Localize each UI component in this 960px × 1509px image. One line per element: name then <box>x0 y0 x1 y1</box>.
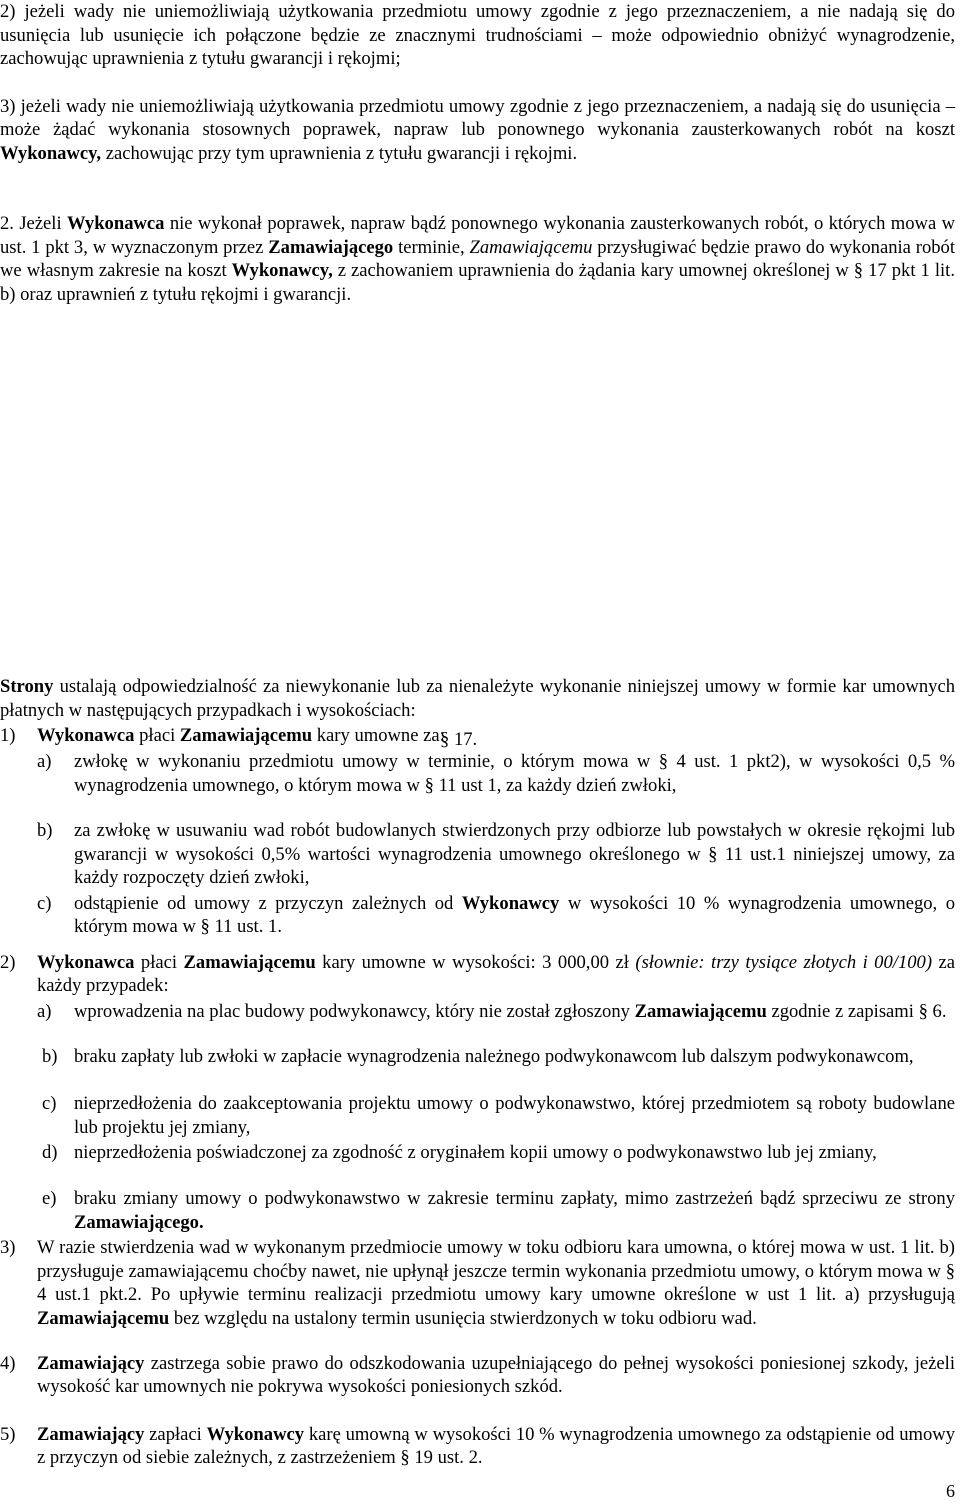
item-letter: a) <box>37 1000 52 1022</box>
paragraph-text: 3) jeżeli wady nie uniemożliwiają użytkowania przedmiotu umowy zgodnie z jego przeznaczeniem, a nadają się do usunięcia – może żądać wykonania stosownych poprawek, napraw lub ponownego wykonania zausterkowanych robót na koszt <box>0 95 955 141</box>
item-letter: c) <box>42 1093 57 1115</box>
bold-term: Zamawiającemu <box>179 725 313 747</box>
item-2 <box>0 951 955 998</box>
bold-term: Zamawiający <box>37 1352 145 1374</box>
paragraph-2-price-reduction <box>0 0 955 71</box>
paragraph-text: płaci <box>134 951 184 973</box>
item-number: 1) <box>0 725 16 747</box>
paragraph-3-repair-demand <box>0 95 955 166</box>
item-text <box>37 724 955 748</box>
item-2b <box>42 1045 955 1069</box>
paragraph-text: karę umowną w wysokości 10 % wynagrodzenia umownego za odstąpienie od umowy z przyczyn od siebie zależnych, z zastrzeżeniem § 19 ust. 2. <box>37 1423 956 1469</box>
bold-term: Wykonawca <box>37 951 135 973</box>
bold-term: Wykonawcy, <box>0 142 102 164</box>
bold-term: Zamawiającemu <box>183 951 316 973</box>
item-3 <box>0 1236 955 1331</box>
paragraph-text: zapłaci <box>144 1423 207 1445</box>
item-letter: b) <box>42 1046 58 1068</box>
paragraph-text: wprowadzenia na plac budowy podwykonawcy, który nie został zgłoszony <box>74 1000 635 1022</box>
item-number: 4) <box>0 1352 16 1374</box>
item-text <box>37 1423 955 1470</box>
item-letter: c) <box>37 892 52 914</box>
paragraph-text: braku zmiany umowy o podwykonawstwo w zakresie terminu zapłaty, mimo zastrzeżeń bądź sprzeciwu ze strony <box>74 1188 955 1210</box>
paragraph-text: kary umowne w wysokości: 3 000,00 zł <box>315 951 636 973</box>
bold-term: Zamawiającego. <box>74 1211 204 1233</box>
item-2c <box>42 1092 955 1139</box>
paragraph-text: 2) jeżeli wady nie uniemożliwiają użytkowania przedmiotu umowy zgodnie z jego przeznaczeniem, a nie nadają się do usunięcia lub usunięcie ich połączone będzie ze znacznymi trudnościami – może odpowiednio obniżyć wynagrodzenie, zachowując uprawnienia z tytułu gwarancji i rękojmi; <box>0 1 955 70</box>
paragraph-text: W razie stwierdzenia wad w wykonanym przedmiocie umowy w toku odbioru kara umowna, o której mowa w ust. 1 lit. b) przysługuje zamawiającemu choćby nawet, nie upłynął jeszcze termin wykonania przedmiotu umowy, o którym mowa w § 4 ust.1 pkt.2. Po upływie terminu realizacji przedmiotu umowy kary umowne określone w ust 1 lit. a) przysługują <box>37 1237 955 1306</box>
paragraph-text: terminie, <box>393 236 470 258</box>
item-text: nieprzedłożenia poświadczonej za zgodność z oryginałem kopii umowy o podwykonawstwo lub jej zmiany, <box>74 1142 877 1164</box>
bold-term: Zamawiającemu <box>37 1308 170 1330</box>
paragraph-text: płaci <box>134 725 180 747</box>
bold-term: Strony <box>0 676 54 698</box>
paragraph-text: przysługiwać będzie prawo do wykonania robót we własnym zakresie na koszt <box>0 236 955 282</box>
item-number: 3) <box>0 1237 16 1259</box>
italic-term: Zamawiającemu <box>469 236 593 258</box>
item-letter: d) <box>42 1142 58 1164</box>
page-number: 6 <box>946 1481 955 1501</box>
paragraph-text: odstąpienie od umowy z przyczyn zależnych od <box>74 892 462 914</box>
paragraph-text: w wysokości 10 % wynagrodzenia umownego, o którym mowa w § 11 ust. 1. <box>74 892 955 938</box>
item-letter: e) <box>42 1188 57 1210</box>
item-number: 2) <box>0 951 16 973</box>
item-number: 5) <box>0 1423 16 1445</box>
item-text: nieprzedłożenia do zaakceptowania projektu umowy o podwykonawstwo, której przedmiotem są roboty budowlane lub projektu jej zmiany, <box>74 1093 955 1139</box>
item-text <box>74 892 955 939</box>
item-text: zwłokę w wykonaniu przedmiotu umowy w terminie, o którym mowa w § 4 ust. 1 pkt2), w wysokości 0,5 % wynagrodzenia umownego, o którym mowa w § 11 ust 1, za każdy dzień zwłoki, <box>74 750 955 796</box>
section-heading: § 17. <box>440 729 478 750</box>
intro-paragraph <box>0 675 955 722</box>
paragraph-text: ustalają odpowiedzialność za niewykonanie lub za nienależyte wykonanie niniejszej umowy w formie kar umownych płatnych w następujących przypadkach i wysokościach: <box>0 676 955 722</box>
item-text: braku zapłaty lub zwłoki w zapłacie wynagrodzenia należnego podwykonawcom lub dalszym podwykonawcom, <box>74 1046 914 1068</box>
item-text <box>37 1236 955 1331</box>
bold-term: Zamawiającego <box>268 236 394 258</box>
paragraph-text: zachowując przy tym uprawnienia z tytułu gwarancji i rękojmi. <box>101 142 578 164</box>
item-letter: b) <box>37 820 53 842</box>
bold-term: Zamawiający <box>37 1423 145 1445</box>
bold-term: Zamawiającemu <box>634 1000 767 1022</box>
clause-2-self-repair <box>0 212 955 307</box>
paragraph-text: zgodnie z zapisami § 6. <box>766 1000 947 1022</box>
item-letter: a) <box>37 750 52 772</box>
item-5 <box>0 1423 955 1470</box>
item-1b <box>37 819 955 890</box>
paragraph-text: kary umowne za: <box>312 725 445 747</box>
item-1a <box>37 750 955 797</box>
item-text <box>74 1000 955 1024</box>
bold-term: Wykonawca <box>67 213 165 234</box>
item-2d <box>42 1141 955 1165</box>
bold-term: Wykonawca <box>37 725 135 747</box>
paragraph-text: z zachowaniem uprawnienia do żądania kary umownej określonej w § 17 pkt 1 lit. b) oraz uprawnień z tytułu rękojmi i gwarancji. <box>0 260 955 305</box>
item-1 <box>0 724 955 748</box>
item-2a <box>37 1000 955 1024</box>
bold-term: Wykonawcy <box>461 892 560 914</box>
bold-term: Wykonawcy, <box>231 260 333 282</box>
paragraph-text: nie wykonał poprawek, napraw bądź ponownego wykonania zausterkowanych robót, o których mowa w ust. 1 pkt 3, w wyznaczonym przez <box>0 213 956 258</box>
item-1c <box>37 892 955 939</box>
italic-term: (słownie: trzy tysiące złotych i 00/100) <box>635 951 933 973</box>
paragraph-text: zastrzega sobie prawo do odszkodowania uzupełniającego do pełnej wysokości poniesionej szkody, jeżeli wysokość kar umownych nie pokrywa wysokości poniesionych szkód. <box>37 1352 955 1398</box>
paragraph-text: za każdy przypadek: <box>37 951 955 997</box>
paragraph-text: Jeżeli <box>13 213 68 234</box>
item-text: za zwłokę w usuwaniu wad robót budowlanych stwierdzonych przy odbiorze lub powstałych w okresie rękojmi lub gwarancji w wysokości 0,5% wartości wynagrodzenia umownego określonego w § 11 ust.1 niniejszej umowy, za każdy rozpoczęty dzień zwłoki, <box>74 820 955 889</box>
item-text <box>37 1352 955 1399</box>
clause-number: 2. <box>0 213 14 234</box>
item-2e <box>42 1187 955 1234</box>
item-text <box>37 951 955 998</box>
paragraph-text: bez względu na ustalony termin usunięcia stwierdzonych w toku odbioru wad. <box>169 1308 757 1330</box>
item-4 <box>0 1352 955 1399</box>
item-text <box>74 1187 955 1234</box>
bold-term: Wykonawcy <box>206 1423 305 1445</box>
